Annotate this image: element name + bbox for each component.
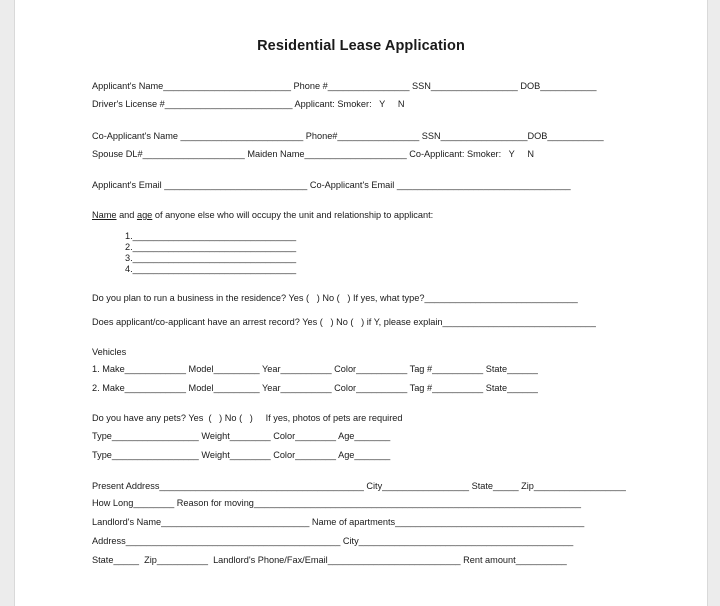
- pets-question: Do you have any pets? Yes ( ) No ( ) If yes, photos of pets are required: [92, 413, 403, 423]
- email-line: Applicant's Email ____________________________ Co-Applicant's Email __________________________________: [92, 180, 571, 190]
- occupant-item: 4.________________________________: [125, 264, 297, 274]
- vehicle-row: 2. Make____________ Model_________ Year__________ Color__________ Tag #__________ State______: [92, 383, 538, 393]
- vehicles-heading: Vehicles: [92, 347, 127, 357]
- state-zip-line: State_____ Zip__________ Landlord's Phone/Fax/Email__________________________ Rent amount__________: [92, 555, 567, 565]
- spouse-line: Spouse DL#____________________ Maiden Name____________________ Co-Applicant: Smoker: Y N: [92, 149, 535, 159]
- page-title: Residential Lease Application: [257, 38, 465, 54]
- coapplicant-line: Co-Applicant's Name ________________________ Phone#________________ SSN_________________DOB___________: [92, 131, 604, 141]
- arrest-question: Does applicant/co-applicant have an arrest record? Yes ( ) No ( ) if Y, please explain______________________________: [92, 317, 596, 327]
- occupant-item: 3.________________________________: [125, 253, 297, 263]
- present-address-line: Present Address________________________________________ City_________________ State_____ Zip__________________: [92, 481, 626, 491]
- landlord-line: Landlord's Name_____________________________ Name of apartments_____________________________________: [92, 517, 585, 527]
- pet-row: Type_________________ Weight________ Color________ Age_______: [92, 431, 391, 441]
- age-word: age: [136, 210, 153, 220]
- occupant-item: 1.________________________________: [125, 231, 297, 241]
- vehicle-row: 1. Make____________ Model_________ Year__________ Color__________ Tag #__________ State______: [92, 364, 538, 374]
- pet-row: Type_________________ Weight________ Color________ Age_______: [92, 450, 391, 460]
- applicant-line: Applicant's Name_________________________ Phone #________________ SSN_________________ DOB___________: [92, 81, 597, 91]
- address-line: Address__________________________________________ City__________________________________________: [92, 536, 574, 546]
- occupant-item: 2.________________________________: [125, 242, 297, 252]
- drivers-license-line: Driver's License #_________________________ Applicant: Smoker: Y N: [92, 99, 405, 109]
- business-question: Do you plan to run a business in the residence? Yes ( ) No ( ) If yes, what type?______________________________: [92, 293, 578, 303]
- occupants-heading-rest: of anyone else who will occupy the unit and relationship to applicant:: [152, 210, 434, 220]
- how-long-line: How Long________ Reason for moving________________________________________________________________: [92, 498, 581, 508]
- name-word: Name: [92, 210, 117, 220]
- and-word: and: [116, 210, 137, 220]
- document-page: [14, 0, 708, 606]
- occupants-heading: [92, 210, 433, 221]
